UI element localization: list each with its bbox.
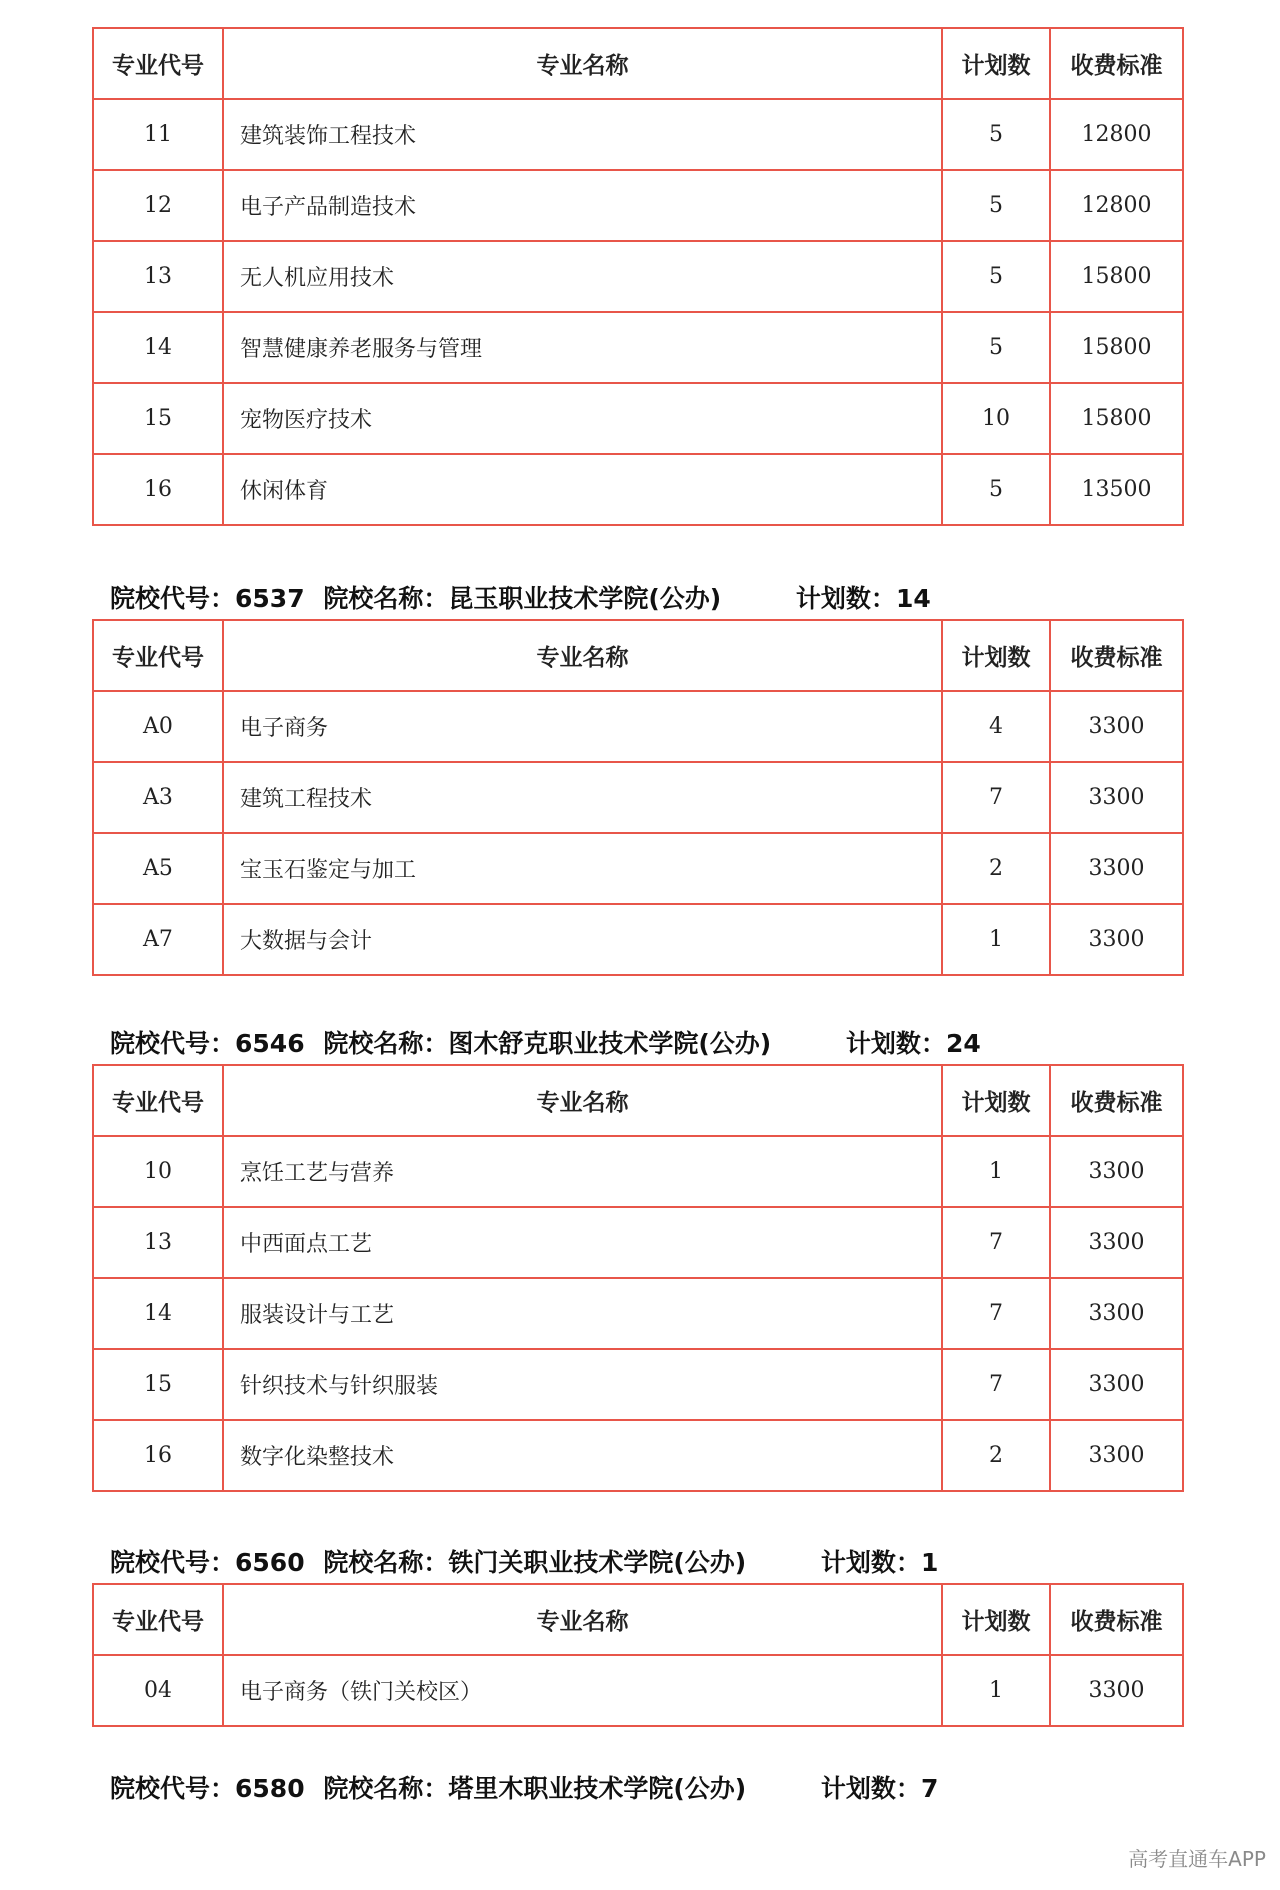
major-plan: 5 [942, 170, 1050, 241]
school-name-label: 院校名称： [323, 1548, 449, 1577]
major-fee: 3300 [1050, 1136, 1183, 1207]
major-fee: 3300 [1050, 833, 1183, 904]
school-name: 铁门关职业技术学院(公办) [448, 1548, 747, 1577]
major-code: A5 [93, 833, 223, 904]
table-header-row [93, 1065, 1183, 1136]
major-code: A7 [93, 904, 223, 975]
table-row [93, 383, 1183, 454]
major-name: 服装设计与工艺 [223, 1278, 942, 1349]
school-code: 6560 [235, 1548, 305, 1577]
header-fee: 收费标准 [1050, 620, 1183, 691]
major-code: 14 [93, 1278, 223, 1349]
major-fee: 3300 [1050, 1207, 1183, 1278]
school-name-label: 院校名称： [323, 1774, 449, 1803]
plan-count-label: 计划数： [820, 1774, 921, 1803]
major-code: A3 [93, 762, 223, 833]
major-name: 大数据与会计 [223, 904, 942, 975]
header-plan: 计划数 [942, 1065, 1050, 1136]
school-name: 昆玉职业技术学院(公办) [448, 584, 722, 613]
major-plan: 1 [942, 1655, 1050, 1726]
school-heading-6546 [110, 1024, 981, 1060]
school-heading-6537 [110, 579, 931, 615]
major-name: 电子商务（铁门关校区） [223, 1655, 942, 1726]
major-name: 数字化染整技术 [223, 1420, 942, 1491]
school-code-label: 院校代号： [110, 584, 236, 613]
header-fee: 收费标准 [1050, 1065, 1183, 1136]
major-fee: 3300 [1050, 1278, 1183, 1349]
major-code: 15 [93, 383, 223, 454]
major-code: 13 [93, 1207, 223, 1278]
table-row [93, 1278, 1183, 1349]
table-row [93, 170, 1183, 241]
major-name: 宠物医疗技术 [223, 383, 942, 454]
major-name: 无人机应用技术 [223, 241, 942, 312]
header-name: 专业名称 [223, 620, 942, 691]
plan-count-label: 计划数： [845, 1029, 946, 1058]
table-row [93, 691, 1183, 762]
table-row [93, 1655, 1183, 1726]
table-row [93, 1349, 1183, 1420]
major-fee: 3300 [1050, 1655, 1183, 1726]
plan-count: 1 [920, 1548, 939, 1577]
major-fee: 3300 [1050, 904, 1183, 975]
major-code: 16 [93, 1420, 223, 1491]
school-code: 6546 [235, 1029, 305, 1058]
major-fee: 15800 [1050, 383, 1183, 454]
school-code: 6580 [235, 1774, 305, 1803]
major-plan: 1 [942, 1136, 1050, 1207]
plan-count: 14 [895, 584, 931, 613]
major-code: 15 [93, 1349, 223, 1420]
major-plan: 5 [942, 241, 1050, 312]
major-name: 休闲体育 [223, 454, 942, 525]
plan-count-label: 计划数： [820, 1548, 921, 1577]
major-plan: 4 [942, 691, 1050, 762]
major-plan: 7 [942, 1349, 1050, 1420]
school-code: 6537 [235, 584, 305, 613]
header-plan: 计划数 [942, 28, 1050, 99]
school-name: 塔里木职业技术学院(公办) [448, 1774, 747, 1803]
header-code: 专业代号 [93, 1065, 223, 1136]
major-fee: 12800 [1050, 170, 1183, 241]
major-name: 电子商务 [223, 691, 942, 762]
header-plan: 计划数 [942, 620, 1050, 691]
school-code-label: 院校代号： [110, 1548, 236, 1577]
major-name: 宝玉石鉴定与加工 [223, 833, 942, 904]
major-name: 建筑工程技术 [223, 762, 942, 833]
major-fee: 3300 [1050, 1420, 1183, 1491]
school-name-label: 院校名称： [323, 584, 449, 613]
table-row [93, 1136, 1183, 1207]
major-plan: 7 [942, 762, 1050, 833]
major-code: 10 [93, 1136, 223, 1207]
table-row [93, 904, 1183, 975]
table-header-row [93, 1584, 1183, 1655]
header-name: 专业名称 [223, 28, 942, 99]
school-name-label: 院校名称： [323, 1029, 449, 1058]
major-name: 针织技术与针织服装 [223, 1349, 942, 1420]
table-row [93, 1420, 1183, 1491]
major-plan: 7 [942, 1278, 1050, 1349]
table-row [93, 762, 1183, 833]
major-code: A0 [93, 691, 223, 762]
major-table-6546 [92, 1064, 1184, 1492]
major-name: 建筑装饰工程技术 [223, 99, 942, 170]
plan-count: 24 [945, 1029, 981, 1058]
table-row [93, 312, 1183, 383]
school-code-label: 院校代号： [110, 1774, 236, 1803]
major-plan: 5 [942, 454, 1050, 525]
header-fee: 收费标准 [1050, 28, 1183, 99]
table-row [93, 454, 1183, 525]
table-row [93, 99, 1183, 170]
major-fee: 3300 [1050, 1349, 1183, 1420]
watermark: 高考直通车APP [1128, 1847, 1266, 1871]
major-table-6537 [92, 619, 1184, 976]
major-fee: 15800 [1050, 312, 1183, 383]
header-code: 专业代号 [93, 620, 223, 691]
school-heading-6580 [110, 1769, 938, 1805]
school-name: 图木舒克职业技术学院(公办) [448, 1029, 772, 1058]
major-code: 16 [93, 454, 223, 525]
major-fee: 15800 [1050, 241, 1183, 312]
table-row [93, 1207, 1183, 1278]
header-fee: 收费标准 [1050, 1584, 1183, 1655]
major-code: 12 [93, 170, 223, 241]
major-fee: 3300 [1050, 762, 1183, 833]
major-code: 13 [93, 241, 223, 312]
header-code: 专业代号 [93, 1584, 223, 1655]
major-fee: 13500 [1050, 454, 1183, 525]
plan-count: 7 [920, 1774, 939, 1803]
header-plan: 计划数 [942, 1584, 1050, 1655]
major-fee: 12800 [1050, 99, 1183, 170]
major-name: 中西面点工艺 [223, 1207, 942, 1278]
major-table-continued [92, 27, 1184, 526]
major-fee: 3300 [1050, 691, 1183, 762]
major-plan: 10 [942, 383, 1050, 454]
major-code: 14 [93, 312, 223, 383]
table-row [93, 833, 1183, 904]
table-row [93, 241, 1183, 312]
school-code-label: 院校代号： [110, 1029, 236, 1058]
header-name: 专业名称 [223, 1065, 942, 1136]
major-plan: 2 [942, 1420, 1050, 1491]
major-plan: 5 [942, 312, 1050, 383]
plan-count-label: 计划数： [795, 584, 896, 613]
table-header-row [93, 28, 1183, 99]
major-plan: 5 [942, 99, 1050, 170]
major-name: 烹饪工艺与营养 [223, 1136, 942, 1207]
major-name: 电子产品制造技术 [223, 170, 942, 241]
major-plan: 1 [942, 904, 1050, 975]
major-name: 智慧健康养老服务与管理 [223, 312, 942, 383]
major-code: 11 [93, 99, 223, 170]
header-name: 专业名称 [223, 1584, 942, 1655]
major-code: 04 [93, 1655, 223, 1726]
major-table-6560 [92, 1583, 1184, 1727]
table-header-row [93, 620, 1183, 691]
major-plan: 2 [942, 833, 1050, 904]
school-heading-6560 [110, 1543, 938, 1579]
major-plan: 7 [942, 1207, 1050, 1278]
header-code: 专业代号 [93, 28, 223, 99]
